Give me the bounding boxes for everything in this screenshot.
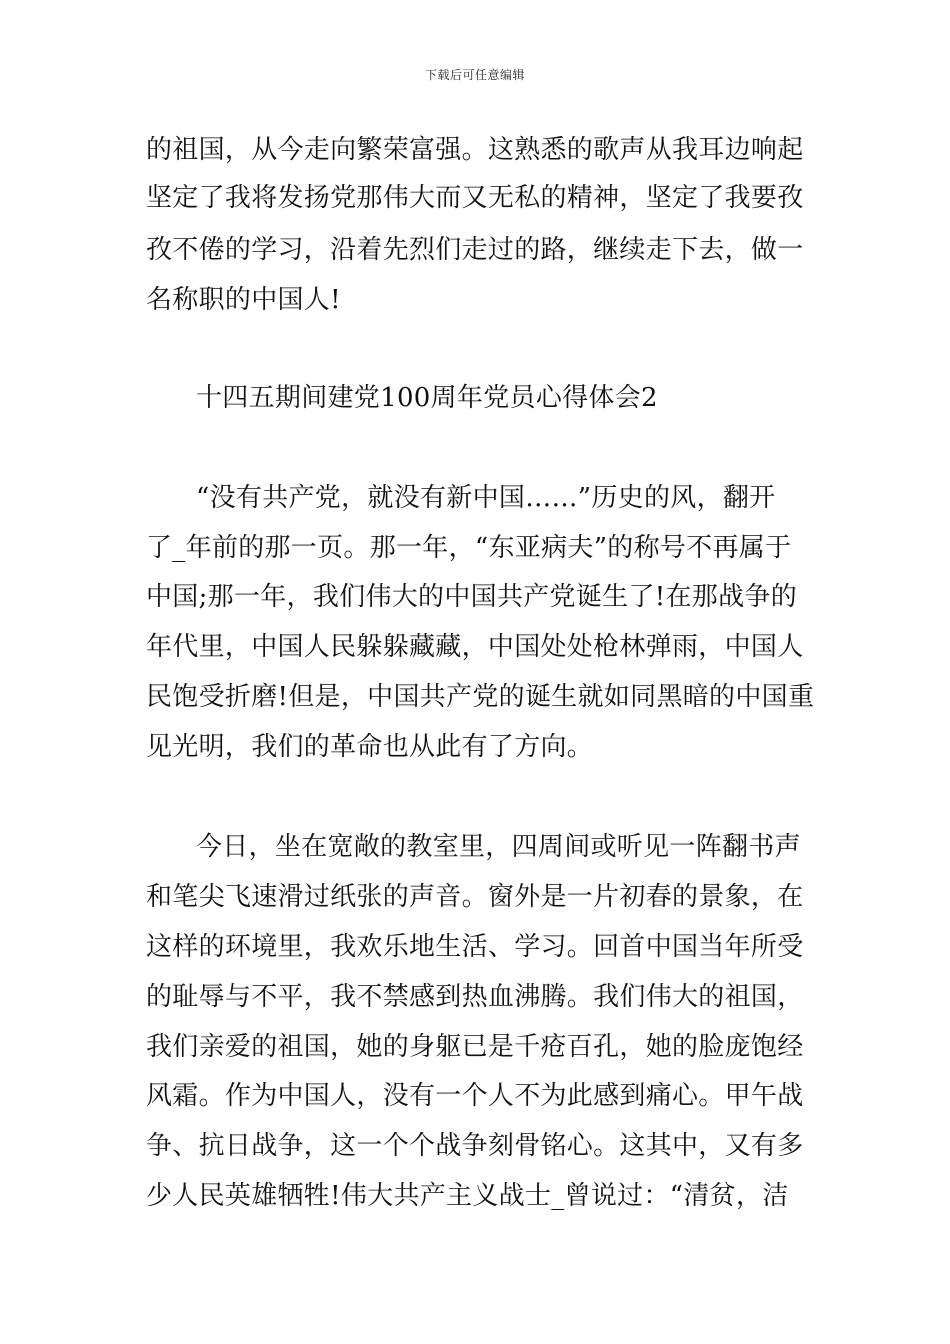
paragraph-line: 了_年前的那一页。那一年，“东亚病夫”的称号不再属于 (146, 533, 792, 563)
paragraph-line: “没有共产党，就没有新中国……”历史的风，翻开 (196, 483, 776, 513)
paragraph-line: 的耻辱与不平，我不禁感到热血沸腾。我们伟大的祖国， (146, 982, 804, 1012)
paragraph-line: 中国;那一年，我们伟大的中国共产党诞生了!在那战争的 (146, 582, 798, 612)
paragraph-line: 名称职的中国人! (146, 285, 341, 315)
paragraph-line: 的祖国，从今走向繁荣富强。这熟悉的歌声从我耳边响起 (146, 135, 804, 165)
paragraph-line: 坚定了我将发扬党那伟大而又无私的精神，坚定了我要孜 (146, 183, 804, 213)
paragraph-line: 见光明，我们的革命也从此有了方向。 (146, 732, 594, 762)
paragraph-line: 少人民英雄牺牲!伟大共产主义战士_曾说过：“清贫，洁 (146, 1181, 789, 1211)
paragraph-line: 风霜。作为中国人，没有一个人不为此感到痛心。甲午战 (146, 1081, 804, 1111)
paragraph-line: 和笔尖飞速滑过纸张的声音。窗外是一片初春的景象，在 (146, 882, 804, 912)
section-title: 十四五期间建党100周年党员心得体会2 (196, 383, 658, 413)
paragraph-line: 这样的环境里，我欢乐地生活、学习。回首中国当年所受 (146, 932, 804, 962)
paragraph-line: 争、抗日战争，这一个个战争刻骨铭心。这其中，又有多 (146, 1131, 804, 1161)
paragraph-line: 孜不倦的学习，沿着先烈们走过的路，继续走下去，做一 (146, 235, 804, 265)
paragraph-line: 今日，坐在宽敞的教室里，四周间或听见一阵翻书声 (196, 832, 801, 862)
paragraph-line: 我们亲爱的祖国，她的身躯已是千疮百孔，她的脸庞饱经 (146, 1032, 804, 1062)
paragraph-line: 民饱受折磨!但是，中国共产党的诞生就如同黑暗的中国重 (146, 682, 815, 712)
page-header-note: 下载后可任意编辑 (424, 68, 525, 82)
paragraph-line: 年代里，中国人民躲躲藏藏，中国处处枪林弹雨，中国人 (146, 632, 804, 662)
